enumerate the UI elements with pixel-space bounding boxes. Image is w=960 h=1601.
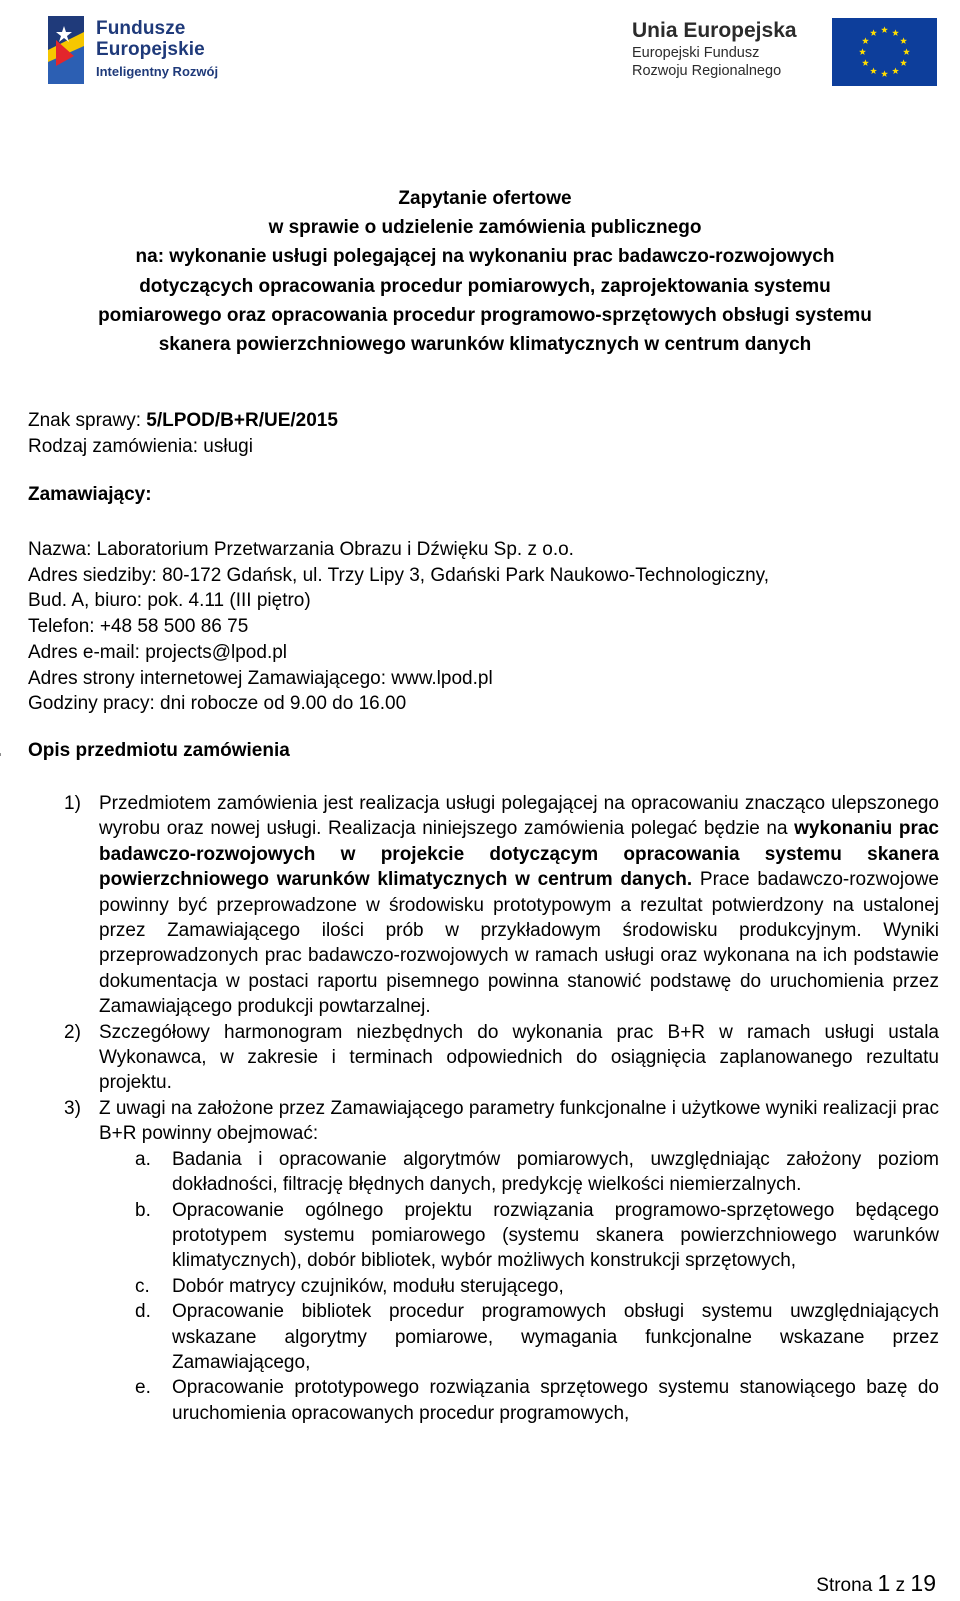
sub-item-text: Badania i opracowanie algorytmów pomiarowych, uwzględniając założony poziom dokładności, filtrację błędnych danych, predykcję wielkości niemierzalnych. (172, 1148, 939, 1196)
sub-list-item (64, 1375, 939, 1426)
left-logo-line3: Inteligentny Rozwój (96, 64, 219, 79)
item-number: 3) (64, 1097, 81, 1119)
right-logo-line3: Rozwoju Regionalnego (632, 63, 782, 79)
item-text: Przedmiotem zamówienia jest realizacja usługi polegającej na opracowaniu znacząco ulepszonego wyrobu oraz nowej usługi. Realizacja niniejszego zamówienia polegać będzie na (99, 793, 939, 840)
list-item (64, 791, 939, 1020)
order-type: Rodzaj zamówienia: usługi (28, 436, 253, 457)
sub-item-letter: c. (135, 1275, 150, 1297)
info-line: Adres siedziby: 80-172 Gdańsk, ul. Trzy Lipy 3, Gdański Park Naukowo-Technologiczny, (28, 564, 769, 586)
sub-item-letter: b. (135, 1199, 151, 1221)
sub-item-letter: e. (135, 1377, 151, 1399)
footer-page-number: 1 (877, 1570, 891, 1596)
info-line: Adres e-mail: projects@lpod.pl (28, 641, 288, 663)
sub-item-letter: d. (135, 1301, 151, 1323)
section-1-label: Zamawiający: (28, 484, 152, 505)
fundusze-europejskie-logo (44, 8, 244, 90)
item-number: 2) (64, 1021, 81, 1043)
info-line: Nazwa: Laboratorium Przetwarzania Obrazu i Dźwięku Sp. z o.o. (28, 539, 574, 560)
sub-item-letter: a. (135, 1148, 151, 1170)
eu-flag-icon (832, 18, 937, 86)
item-text: Prace badawczo-rozwojowe powinny być przeprowadzone w środowisku prototypowym a rezultat potwierdzony na ustalonej przez Zamawiającego ilości prób w przykładowym środowisku produkcyjnym. Wyniki przeprowadzonych prac badawczo-rozwojowych w ramach usługi oraz wykonana na ich podstawie dokumentacja w postaci raportu pisemnego powinna stanowić podstawę do uruchomienia przez Zamawiającego produkcji powtarzalnej. (99, 869, 939, 1018)
case-number (28, 408, 338, 434)
title-line: na: wykonanie usługi polegającej na wykonaniu prac badawczo-rozwojowych (135, 246, 835, 268)
sub-item-text: Opracowanie bibliotek procedur programowych obsługi systemu uwzględniających wskazane algorytmy pomiarowe, wymagania funkcjonalne wskazane przez Zamawiającego, (172, 1301, 939, 1373)
case-value: 5/LPOD/B+R/UE/2015 (146, 410, 338, 431)
info-line: Telefon: +48 58 500 86 75 (28, 616, 249, 638)
left-logo-line2: Europejskie (96, 39, 205, 60)
case-label: Znak sprawy: (28, 410, 147, 431)
title-line: Zapytanie ofertowe (398, 188, 572, 209)
info-line: Bud. A, biuro: pok. 4.11 (III piętro) (28, 590, 311, 612)
title-line: skanera powierzchniowego warunków klimatycznych w centrum danych (158, 334, 812, 356)
left-logo-line1: Fundusze (96, 18, 186, 39)
right-logo-line2: Europejski Fundusz (632, 45, 760, 61)
sub-item-text: Opracowanie prototypowego rozwiązania sprzętowego systemu stanowiącego bazę do uruchomienia opracowanych procedur programowych, (172, 1377, 939, 1424)
sub-item-text: Opracowanie ogólnego projektu rozwiązania programowo-sprzętowego będącego prototypem systemu pomiarowego (systemu skanera powierzchniowego warunków klimatycznych), dobór bibliotek, wybór możliwych konstrukcji sprzętowych, (172, 1199, 939, 1272)
sub-list-item (64, 1274, 939, 1299)
contracting-authority-info (28, 537, 928, 717)
document-title (30, 184, 940, 359)
case-meta (28, 408, 338, 460)
sub-item-text: Dobór matrycy czujników, modułu sterującego, (172, 1275, 564, 1297)
title-line: w sprawie o udzielenie zamówienia publicznego (268, 217, 702, 239)
sub-list-item (64, 1147, 939, 1198)
list-item (64, 1096, 939, 1147)
list-item (64, 1020, 939, 1096)
item-number: 1) (64, 793, 81, 814)
footer-prefix: Strona (816, 1575, 878, 1596)
footer-total-pages: 19 (910, 1570, 936, 1596)
info-line: Godziny pracy: dni robocze od 9.00 do 16.00 (28, 693, 407, 715)
title-line: pomiarowego oraz opracowania procedur programowo-sprzętowych obsługi systemu (98, 304, 872, 326)
page-footer (816, 1570, 936, 1597)
info-line: Adres strony internetowej Zamawiającego: www.lpod.pl (28, 667, 493, 689)
footer-middle: z (890, 1575, 911, 1596)
unia-europejska-logo (632, 18, 932, 90)
section-2-number (0, 740, 2, 762)
item-text-bold: wykonaniu prac badawczo-rozwojowych w projekcie dotyczącym opracowania systemu skanera powierzchniowego warunków klimatycznych w centrum danych. (99, 818, 939, 891)
right-logo-line1: Unia Europejska (632, 19, 797, 42)
item-text: Szczegółowy harmonogram niezbędnych do wykonania prac B+R w ramach usługi ustala Wykonawca, w zakresie i terminach odpowiednich do osiągnięcia zaplanowanego rezultatu projektu. (99, 1021, 939, 1094)
sub-list-item (64, 1198, 939, 1274)
item-text: Z uwagi na założone przez Zamawiającego parametry funkcjonalne i użytkowe wyniki realizacji prac B+R powinny obejmować: (99, 1097, 939, 1145)
fundusze-europejskie-mark-icon (44, 10, 90, 90)
order-description-list (64, 791, 939, 1426)
section-2-label: Opis przedmiotu zamówienia (28, 740, 290, 761)
sub-list-item (64, 1299, 939, 1375)
title-line: dotyczących opracowania procedur pomiarowych, zaprojektowania systemu (139, 275, 831, 297)
